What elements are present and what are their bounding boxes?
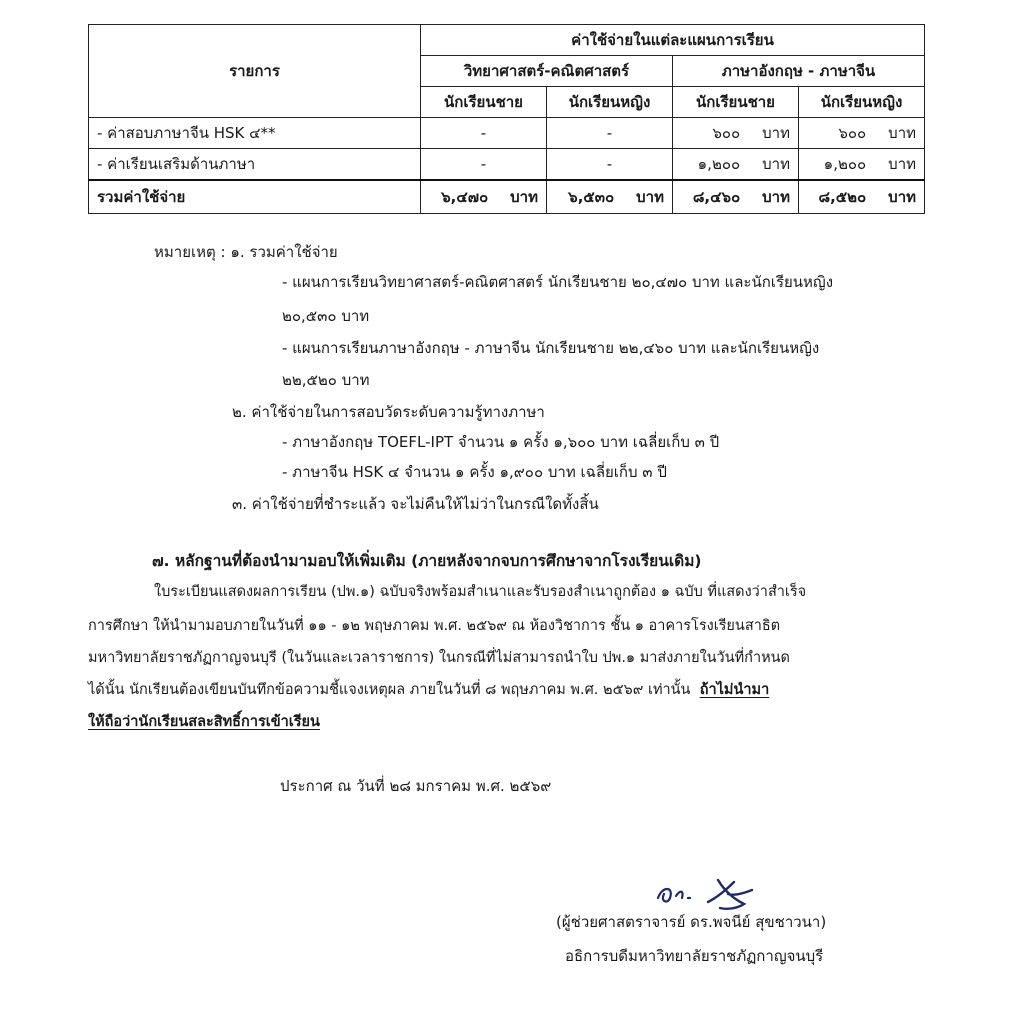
note-line-8: - ภาษาจีน HSK ๔ จำนวน ๑ ครั้ง ๑,๙๐๐ บาท เฉลี่ยเก็บ ๓ ปี	[282, 463, 667, 481]
cell-sci-male: -	[421, 149, 547, 181]
section-7-para-line-3: มหาวิทยาลัยราชภัฏกาญจนบุรี (ในวันและเวลาราชการ) ในกรณีที่ไม่สามารถนำใบ ปพ.๑ มาส่งภายในวันที่กำหนด	[88, 650, 790, 666]
lang-male-header: นักเรียนชาย	[673, 87, 799, 118]
group-header: ค่าใช้จ่ายในแต่ละแผนการเรียน	[421, 25, 925, 56]
lang-female-header: นักเรียนหญิง	[799, 87, 925, 118]
amount: ๑,๒๐๐	[823, 155, 867, 173]
cell-lang-female	[799, 118, 925, 149]
section-7-para-line-4	[88, 678, 769, 701]
total-sci-male	[421, 180, 547, 214]
unit: บาท	[888, 155, 917, 173]
sci-male-header: นักเรียนชาย	[421, 87, 547, 118]
note-line-4: - แผนการเรียนภาษาอังกฤษ - ภาษาจีน นักเรียนชาย ๒๒,๔๖๐ บาท และนักเรียนหญิง	[282, 339, 820, 357]
total-label: รวมค่าใช้จ่าย	[89, 180, 421, 214]
unit: บาท	[636, 188, 664, 206]
cell-sci-female: -	[547, 118, 673, 149]
announcement-date: ประกาศ ณ วันที่ ๒๘ มกราคม พ.ศ. ๒๕๖๙	[280, 777, 552, 795]
section-7-para-line-1: ใบระเบียนแสดงผลการเรียน (ปพ.๑) ฉบับจริงพร้อมสำเนาและรับรองสำเนาถูกต้อง ๑ ฉบับ ที่แสดงว่าสำเร็จ	[154, 584, 807, 600]
table-row	[89, 149, 925, 181]
amount: ๖๐๐	[712, 124, 741, 142]
unit: บาท	[510, 188, 538, 206]
note-line-2: - แผนการเรียนวิทยาศาสตร์-คณิตศาสตร์ นักเรียนชาย ๒๐,๔๗๐ บาท และนักเรียนหญิง	[282, 273, 834, 291]
unit: บาท	[762, 155, 790, 173]
table-total-row	[89, 180, 925, 214]
cell-lang-male	[673, 149, 799, 181]
unit: บาท	[762, 188, 790, 206]
signatory-title: อธิการบดีมหาวิทยาลัยราชภัฏกาญจนบุรี	[565, 947, 824, 965]
item-column-header: รายการ	[89, 25, 421, 118]
total-lang-female	[799, 180, 925, 214]
sci-female-header: นักเรียนหญิง	[547, 87, 673, 118]
note-line-6: ๒. ค่าใช้จ่ายในการสอบวัดระดับความรู้ทางภาษา	[232, 403, 545, 421]
cell-sci-female: -	[547, 149, 673, 181]
note-line-1: หมายเหตุ : ๑. รวมค่าใช้จ่าย	[154, 243, 338, 261]
para-line-4-text: ได้นั้น นักเรียนต้องเขียนบันทึกข้อความชี้แจงเหตุผล ภายในวันที่ ๘ พฤษภาคม พ.ศ. ๒๕๖๙ เท่านั้น	[88, 682, 691, 698]
amount: ๖๐๐	[838, 124, 867, 142]
warning-text-start: ถ้าไม่นำมา	[699, 682, 770, 698]
note-line-7: - ภาษาอังกฤษ TOEFL-IPT จำนวน ๑ ครั้ง ๑,๖๐๐ บาท เฉลี่ยเก็บ ๓ ปี	[282, 433, 720, 451]
section-7-heading: ๗. หลักฐานที่ต้องนำมามอบให้เพิ่มเติม (ภายหลังจากจบการศึกษาจากโรงเรียนเดิม)	[152, 552, 702, 570]
cost-table	[88, 24, 925, 214]
amount: ๑,๒๐๐	[697, 155, 741, 173]
note-line-3: ๒๐,๕๓๐ บาท	[282, 307, 370, 325]
plan-lang-header: ภาษาอังกฤษ - ภาษาจีน	[673, 56, 925, 87]
table-row	[89, 118, 925, 149]
unit: บาท	[762, 124, 790, 142]
amount: ๘,๕๒๐	[818, 188, 867, 206]
cell-lang-female	[799, 149, 925, 181]
total-lang-male	[673, 180, 799, 214]
note-line-5: ๒๒,๕๒๐ บาท	[282, 371, 370, 389]
total-sci-female	[547, 180, 673, 214]
row-item: - ค่าสอบภาษาจีน HSK ๔**	[89, 118, 421, 149]
table-header-row	[89, 25, 925, 56]
plan-sci-header: วิทยาศาสตร์-คณิตศาสตร์	[421, 56, 673, 87]
signatory-name: (ผู้ช่วยศาสตราจารย์ ดร.พจนีย์ สุขชาวนา)	[556, 913, 827, 931]
amount: ๘,๔๖๐	[692, 188, 741, 206]
amount: ๖,๔๗๐	[441, 188, 489, 206]
cell-lang-male	[673, 118, 799, 149]
note-line-9: ๓. ค่าใช้จ่ายที่ชำระแล้ว จะไม่คืนให้ไม่ว่าในกรณีใดทั้งสิ้น	[232, 495, 599, 513]
warning-text-end: ให้ถือว่านักเรียนสละสิทธิ์การเข้าเรียน	[88, 714, 320, 730]
amount: ๖,๕๓๐	[568, 188, 615, 206]
unit: บาท	[888, 124, 917, 142]
unit: บาท	[888, 188, 917, 206]
row-item: - ค่าเรียนเสริมด้านภาษา	[89, 149, 421, 181]
cell-sci-male: -	[421, 118, 547, 149]
section-7-para-line-2: การศึกษา ให้นำมามอบภายในวันที่ ๑๑ - ๑๒ พฤษภาคม พ.ศ. ๒๕๖๙ ณ ห้องวิชาการ ชั้น ๑ อาคารโรงเรียนสาธิต	[88, 618, 781, 634]
